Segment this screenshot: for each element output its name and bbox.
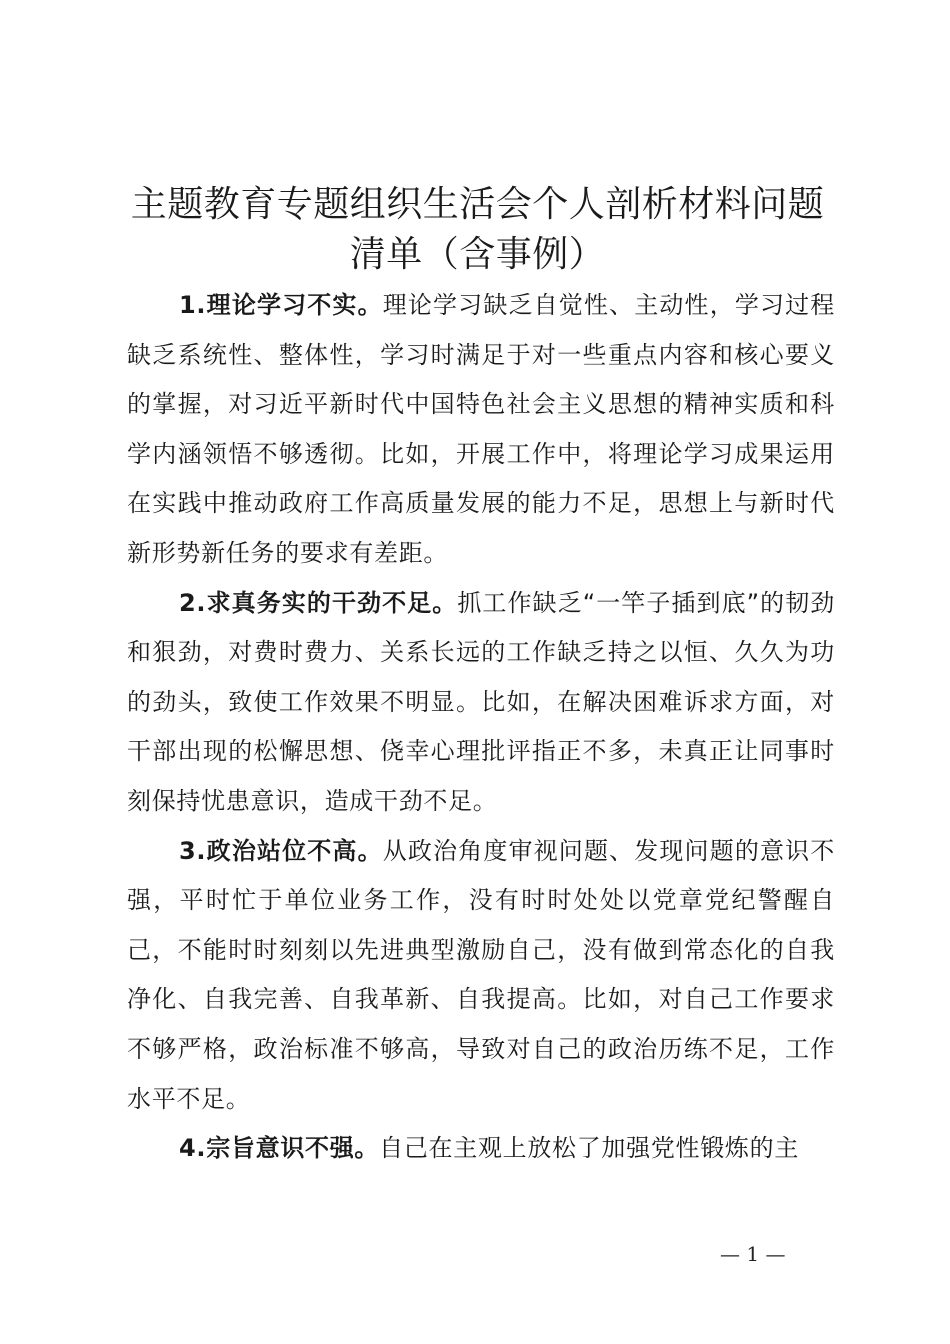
page-number: — 1 — xyxy=(720,1242,786,1266)
paragraph-2 xyxy=(127,579,835,827)
paragraph-text: 从政治角度审视问题、发现问题的意识不强，平时忙于单位业务工作，没有时时处处以党章党纪警醒自己，不能时时刻刻以先进典型激励自己，没有做到常态化的自我净化、自我完善、自我革新、自我提高。比如，对自己工作要求不够严格，政治标准不够高，导致对自己的政治历练不足，工作水平不足。 xyxy=(127,836,835,1113)
paragraph-heading: 3.政治站位不高。 xyxy=(179,836,383,865)
paragraph-1 xyxy=(127,281,835,579)
paragraph-text: 抓工作缺乏“一竿子插到底”的韧劲和狠劲，对费时费力、关系长远的工作缺乏持之以恒、久久为功的劲头，致使工作效果不明显。比如，在解决困难诉求方面，对干部出现的松懈思想、侥幸心理批评指正不多，未真正让同事时刻保持忧患意识，造成干劲不足。 xyxy=(127,588,835,815)
paragraph-text: 自己在主观上放松了加强党性锻炼的主 xyxy=(379,1134,800,1163)
paragraph-4 xyxy=(127,1124,835,1174)
paragraph-3 xyxy=(127,827,835,1125)
document-body xyxy=(127,281,835,1174)
paragraph-heading: 4.宗旨意识不强。 xyxy=(179,1134,380,1163)
paragraph-heading: 2.求真务实的干劲不足。 xyxy=(179,588,458,617)
paragraph-text: 理论学习缺乏自觉性、主动性，学习过程缺乏系统性、整体性，学习时满足于对一些重点内容和核心要义的掌握，对习近平新时代中国特色社会主义思想的精神实质和科学内涵领悟不够透彻。比如，开展工作中，将理论学习成果运用在实践中推动政府工作高质量发展的能力不足，思想上与新时代新形势新任务的要求有差距。 xyxy=(127,291,835,567)
paragraph-heading: 1.理论学习不实。 xyxy=(179,291,383,319)
document-title: 主题教育专题组织生活会个人剖析材料问题清单（含事例） xyxy=(130,184,825,275)
